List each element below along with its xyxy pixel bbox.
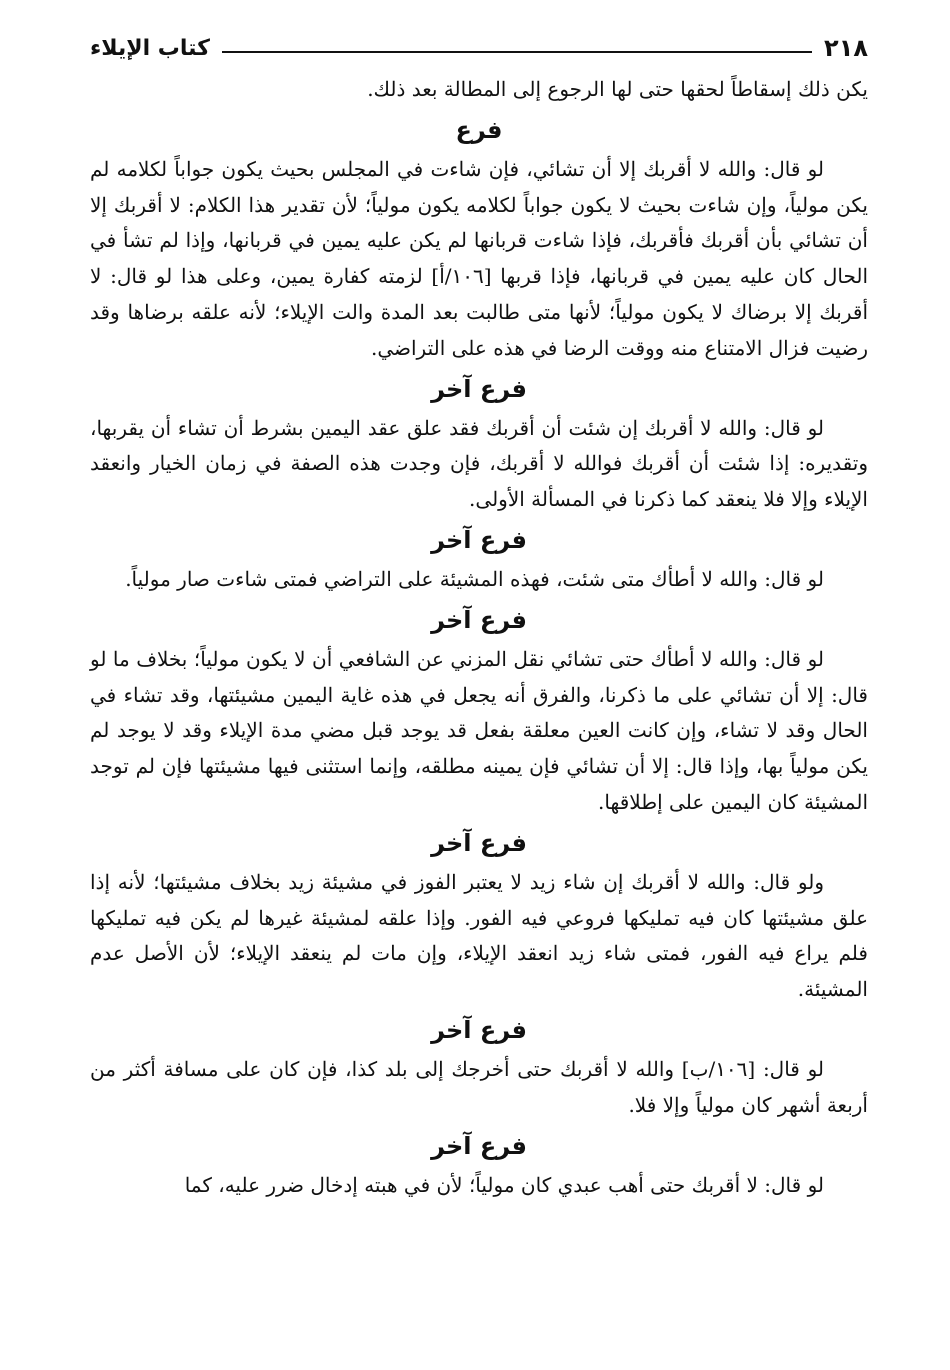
header-rule [222, 51, 812, 53]
section-heading: فرع آخر [431, 525, 527, 554]
section-6 [90, 1008, 868, 1124]
section-paragraph: ولو قال: والله لا أقربك إن شاء زيد لا يعتبر الفوز في مشيئة زيد بخلاف مشيئتها؛ لأنه إذا علق مشيئتها كان فيه تمليكها فروعي فيه الفور. وإذا علقه لمشيئة غيرها لم يكن فيه تمليكها فلم يراع فيه الفور، فمتى شاء زيد انعقد الإيلاء، وإن مات لم ينعقد الإيلاء؛ لأن الأصل عدم المشيئة. [90, 869, 868, 1002]
section-heading: فرع [455, 115, 503, 144]
section-paragraph: لو قال: والله لا أقربك إلا أن تشائي، فإن شاءت في المجلس بحيث يكون جواباً لكلامه لم يكن مولياً، وإن شاءت بحيث لا يكون جواباً لكلامه يكون مولياً؛ لأن تقدير هذا الكلام: لا أقربك إلا أن تشائي بأن أقربك فأقربك، فإذا شاءت قربانها لم يكن عليه يمين في قربانها، وإذا لم تشأ في الحال كان عليه يمين في قربانها، فإذا قربها [١٠٦/أ] لزمته كفارة يمين، وعلى هذا لو قال: لا أقربك إلا برضاك لا يكون مولياً؛ لأنها متى طالبت بعد المدة والت الإيلاء؛ لأنه علقه برضاها وقد رضيت فزال الامتناع منه ووقت الرضا في هذه على التراضي. [90, 156, 869, 360]
section-paragraph: لو قال: والله لا أطأك متى شئت، فهذه المشيئة على التراضي فمتى شاءت صار مولياً. [125, 566, 824, 591]
section-paragraph: لو قال: والله لا أطأك حتى تشائي نقل المزني عن الشافعي أن لا يكون مولياً؛ بخلاف ما لو قال: إلا أن تشائي على ما ذكرنا، والفرق أنه يجعل في هذه غاية اليمين مشيئتها، وقد تشاء في الحال وقد لا تشاء، وإن كانت العين معلقة بفعل قد يوجد قبل مضي مدة الإيلاء وقد لا يوجد لم يكن مولياً بها، وإذا قال: إلا أن تشائي فإن يمينه مطلقه، وإنما استثنى فيها مشيئتها فإن لم توجد المشيئة كان اليمين على إطلاقها. [90, 646, 868, 814]
section-7 [90, 1124, 868, 1204]
section-2 [90, 367, 868, 518]
section-heading: فرع آخر [431, 605, 527, 634]
intro-paragraph: يكن ذلك إسقاطاً لحقها حتى لها الرجوع إلى المطالة بعد ذلك. [367, 77, 868, 101]
section-heading: فرع آخر [431, 1015, 527, 1044]
section-heading: فرع آخر [431, 374, 527, 403]
section-4 [90, 598, 868, 821]
section-5 [90, 821, 868, 1008]
book-title: كتاب الإيلاء [90, 35, 210, 61]
section-paragraph: لو قال: لا أقربك حتى أهب عبدي كان مولياً؛ لأن في هبته إدخال ضرر عليه، كما [184, 1172, 824, 1197]
running-header [90, 28, 868, 68]
section-paragraph: لو قال: [١٠٦/ب] والله لا أقربك حتى أخرجك إلى بلد كذا، فإن كان على مسافة أكثر من أربعة أشهر كان مولياً وإلا فلا. [90, 1056, 868, 1117]
section-paragraph: لو قال: والله لا أقربك إن شئت أن أقربك فقد علق عقد اليمين بشرط أن تشاء أن يقربها، وتقديره: إذا شئت أن أقربك فوالله لا أقربك، فإن وجدت هذه الصفة في زمان الخيار وانعقد الإيلاء وإلا فلا ينعقد كما ذكرنا في المسألة الأولى. [90, 415, 868, 512]
section-1 [90, 108, 868, 367]
document-page [90, 28, 868, 1203]
section-heading: فرع آخر [431, 1131, 527, 1160]
section-heading: فرع آخر [431, 828, 527, 857]
section-3 [90, 518, 868, 598]
page-number: ٢١٨ [824, 34, 868, 62]
